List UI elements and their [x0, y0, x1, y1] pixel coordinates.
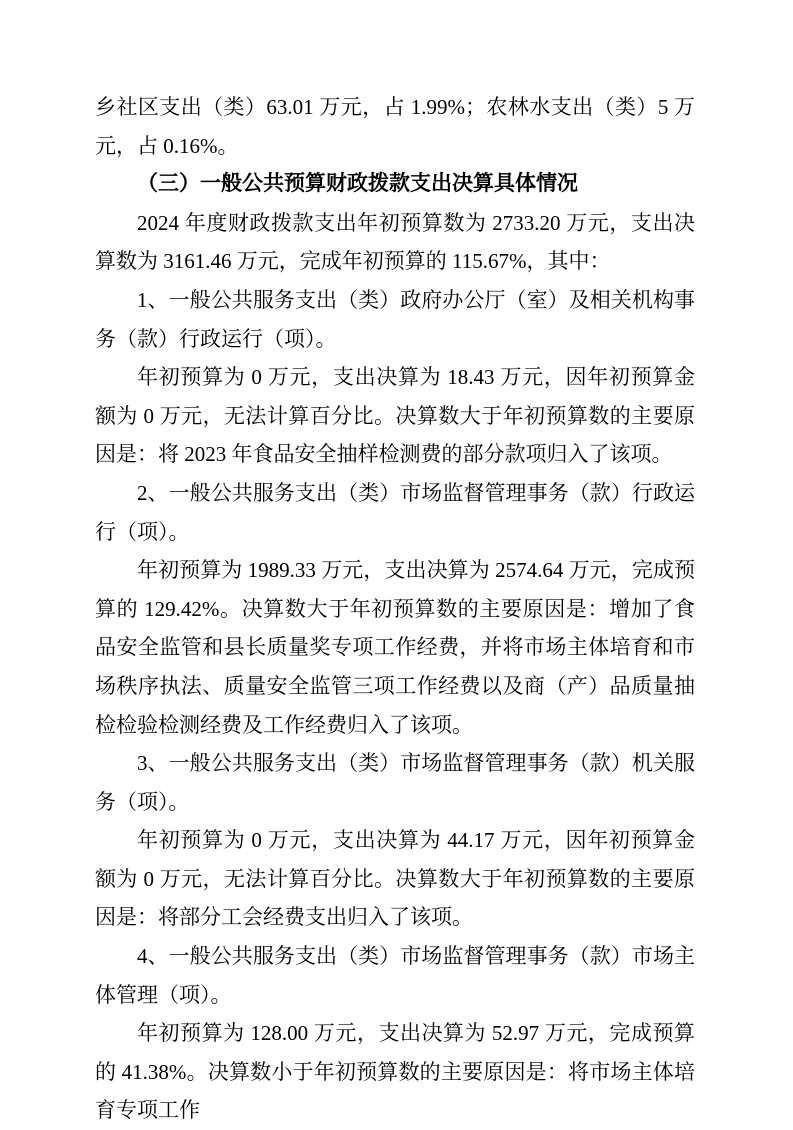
paragraph-overflow-community-expenditure: 乡社区支出（类）63.01 万元，占 1.99%；农林水支出（类）5 万元，占 0.16%。	[95, 95, 695, 158]
section-heading-fiscal-appropriation-details: （三）一般公共预算财政拨款支出决算具体情况	[137, 172, 578, 196]
paragraph-item-4-title: 4、一般公共服务支出（类）市场监督管理事务（款）市场主体管理（项）。	[95, 944, 695, 1007]
paragraph-budget-summary-2024: 2024 年度财政拨款支出年初预算数为 2733.20 万元，支出决算数为 3161.46 万元，完成年初预算的 115.67%，其中：	[95, 210, 695, 274]
paragraph-item-3-title: 3、一般公共服务支出（类）市场监督管理事务（款）机关服务（项）。	[95, 751, 695, 814]
paragraph-item-3-detail: 年初预算为 0 万元，支出决算为 44.17 万元，因年初预算金额为 0 万元，无法计算百分比。决算数大于年初预算数的主要原因是：将部分工会经费支出归入了该项。	[95, 828, 695, 930]
paragraph-item-2-detail: 年初预算为 1989.33 万元，支出决算为 2574.64 万元，完成预算的 129.42%。决算数大于年初预算数的主要原因是：增加了食品安全监管和县长质量奖专项工作经费，并将市场主体培育和市场秩序执法、质量安全监管三项工作经费以及商（产）品质量抽检检验检测经费及工作经费归入了该项。	[95, 558, 695, 737]
paragraph-item-1-title: 1、一般公共服务支出（类）政府办公厅（室）及相关机构事务（款）行政运行（项）。	[95, 287, 695, 351]
paragraph-item-4-detail: 年初预算为 128.00 万元，支出决算为 52.97 万元，完成预算的 41.38%。决算数小于年初预算数的主要原因是：将市场主体培育专项工作	[95, 1021, 695, 1123]
paragraph-item-1-detail: 年初预算为 0 万元，支出决算为 18.43 万元，因年初预算金额为 0 万元，无法计算百分比。决算数大于年初预算数的主要原因是：将 2023 年食品安全抽样检测费的部分款项归入了该项。	[95, 365, 695, 467]
paragraph-item-2-title: 2、一般公共服务支出（类）市场监督管理事务（款）行政运行（项）。	[95, 480, 695, 544]
